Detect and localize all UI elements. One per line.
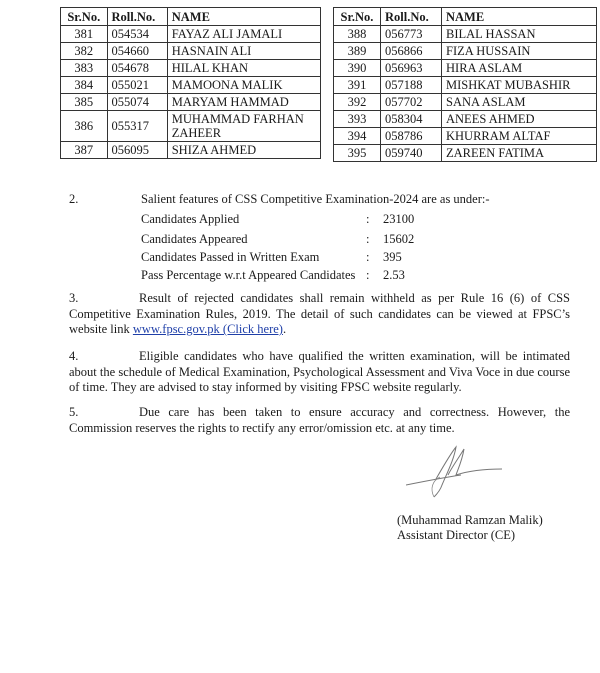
sr-cell: 387 bbox=[61, 142, 108, 159]
signatory-designation: Assistant Director (CE) bbox=[397, 528, 516, 542]
table-row bbox=[61, 26, 321, 43]
period: . bbox=[282, 322, 287, 336]
table-row bbox=[334, 60, 597, 77]
paragraph-3-rejected-candidates bbox=[69, 291, 570, 338]
col-name: NAME bbox=[442, 8, 597, 26]
roll-cell: 058304 bbox=[381, 111, 442, 128]
table-row bbox=[61, 77, 321, 94]
feature-row bbox=[141, 232, 414, 247]
sr-cell: 386 bbox=[61, 111, 108, 142]
signatory-name: (Muhammad Ramzan Malik) bbox=[397, 513, 543, 527]
roll-cell: 054678 bbox=[107, 60, 167, 77]
name-cell: BILAL HASSAN bbox=[442, 26, 597, 43]
feature-label: Pass Percentage w.r.t Appeared Candidates bbox=[141, 268, 356, 282]
sr-cell: 383 bbox=[61, 60, 108, 77]
feature-label: Candidates Appeared bbox=[141, 232, 248, 246]
table-row bbox=[334, 43, 597, 60]
table-row bbox=[61, 94, 321, 111]
table-row bbox=[61, 142, 321, 159]
table-row bbox=[334, 26, 597, 43]
feature-value: 23100 bbox=[383, 212, 415, 226]
name-cell: ZAREEN FATIMA bbox=[442, 145, 597, 162]
sr-cell: 393 bbox=[334, 111, 381, 128]
table-row bbox=[334, 94, 597, 111]
name-cell: SHIZA AHMED bbox=[167, 142, 320, 159]
roll-cell: 059740 bbox=[381, 145, 442, 162]
roll-cell: 056866 bbox=[381, 43, 442, 60]
paragraph-number: 4. bbox=[69, 349, 79, 363]
table-row bbox=[334, 128, 597, 145]
colon: : bbox=[366, 268, 370, 282]
feature-row bbox=[141, 250, 402, 265]
name-cell: FIZA HUSSAIN bbox=[442, 43, 597, 60]
name-cell: KHURRAM ALTAF bbox=[442, 128, 597, 145]
sr-cell: 395 bbox=[334, 145, 381, 162]
name-cell: MARYAM HAMMAD bbox=[167, 94, 320, 111]
table-row bbox=[61, 60, 321, 77]
name-cell: MUHAMMAD FARHAN ZAHEER bbox=[167, 111, 320, 142]
paragraph-2-salient-features bbox=[69, 192, 570, 208]
feature-row bbox=[141, 268, 405, 283]
sr-cell: 381 bbox=[61, 26, 108, 43]
sr-cell: 389 bbox=[334, 43, 381, 60]
sr-cell: 388 bbox=[334, 26, 381, 43]
table-row bbox=[334, 111, 597, 128]
roll-cell: 054534 bbox=[107, 26, 167, 43]
name-cell: HILAL KHAN bbox=[167, 60, 320, 77]
feature-label: Candidates Applied bbox=[141, 212, 240, 226]
table-row bbox=[334, 77, 597, 94]
name-cell: HASNAIN ALI bbox=[167, 43, 320, 60]
paragraph-5-disclaimer bbox=[69, 405, 570, 436]
colon: : bbox=[366, 250, 370, 264]
roll-cell: 058786 bbox=[381, 128, 442, 145]
sr-cell: 382 bbox=[61, 43, 108, 60]
paragraph-text: Result of rejected candidates shall remain withheld as per Rule 16 (6) of CSS Competitive Examination Rules, 2019. The detail of such candidates can be viewed at FPSC’s website link bbox=[69, 291, 570, 336]
paragraph-number: 3. bbox=[69, 291, 79, 305]
paragraph-text: Due care has been taken to ensure accuracy and correctness. However, the Commission reserves the rights to rectify any error/omission etc. at any time. bbox=[69, 405, 570, 435]
colon: : bbox=[366, 212, 370, 226]
name-cell: SANA ASLAM bbox=[442, 94, 597, 111]
roll-cell: 057702 bbox=[381, 94, 442, 111]
feature-value: 395 bbox=[383, 250, 402, 264]
name-cell: ANEES AHMED bbox=[442, 111, 597, 128]
results-table-left bbox=[60, 7, 321, 159]
table-header-row bbox=[61, 8, 321, 26]
sr-cell: 384 bbox=[61, 77, 108, 94]
name-cell: HIRA ASLAM bbox=[442, 60, 597, 77]
roll-cell: 056773 bbox=[381, 26, 442, 43]
col-sr-no: Sr.No. bbox=[61, 8, 108, 26]
colon: : bbox=[366, 232, 370, 246]
signatory-block bbox=[397, 513, 543, 543]
feature-row bbox=[141, 212, 414, 227]
roll-cell: 054660 bbox=[107, 43, 167, 60]
roll-cell: 055074 bbox=[107, 94, 167, 111]
paragraph-text: Eligible candidates who have qualified the written examination, will be intimated about the schedule of Medical Examination, Psychological Assessment and Viva Voce in due course of time. They are advised to stay informed by visiting FPSC website regularly. bbox=[69, 349, 570, 394]
col-roll-no: Roll.No. bbox=[381, 8, 442, 26]
col-roll-no: Roll.No. bbox=[107, 8, 167, 26]
name-cell: MAMOONA MALIK bbox=[167, 77, 320, 94]
table-row bbox=[334, 145, 597, 162]
roll-cell: 055317 bbox=[107, 111, 167, 142]
name-cell: FAYAZ ALI JAMALI bbox=[167, 26, 320, 43]
roll-cell: 056095 bbox=[107, 142, 167, 159]
name-cell: MISHKAT MUBASHIR bbox=[442, 77, 597, 94]
feature-label: Candidates Passed in Written Exam bbox=[141, 250, 320, 264]
col-name: NAME bbox=[167, 8, 320, 26]
signature-icon bbox=[406, 445, 506, 500]
sr-cell: 385 bbox=[61, 94, 108, 111]
paragraph-number: 5. bbox=[69, 405, 79, 419]
roll-cell: 057188 bbox=[381, 77, 442, 94]
table-row bbox=[61, 111, 321, 142]
table-row bbox=[61, 43, 321, 60]
feature-value: 15602 bbox=[383, 232, 415, 246]
sr-cell: 392 bbox=[334, 94, 381, 111]
col-sr-no: Sr.No. bbox=[334, 8, 381, 26]
feature-value: 2.53 bbox=[383, 268, 405, 282]
salient-features-intro: Salient features of CSS Competitive Examination-2024 are as under:- bbox=[141, 192, 490, 206]
roll-cell: 055021 bbox=[107, 77, 167, 94]
roll-cell: 056963 bbox=[381, 60, 442, 77]
paragraph-number: 2. bbox=[69, 192, 79, 206]
sr-cell: 391 bbox=[334, 77, 381, 94]
sr-cell: 390 bbox=[334, 60, 381, 77]
fpsc-website-link[interactable]: www.fpsc.gov.pk (Click here) bbox=[132, 322, 283, 336]
sr-cell: 394 bbox=[334, 128, 381, 145]
paragraph-4-eligible-candidates bbox=[69, 349, 570, 396]
table-header-row bbox=[334, 8, 597, 26]
results-table-right bbox=[333, 7, 597, 162]
